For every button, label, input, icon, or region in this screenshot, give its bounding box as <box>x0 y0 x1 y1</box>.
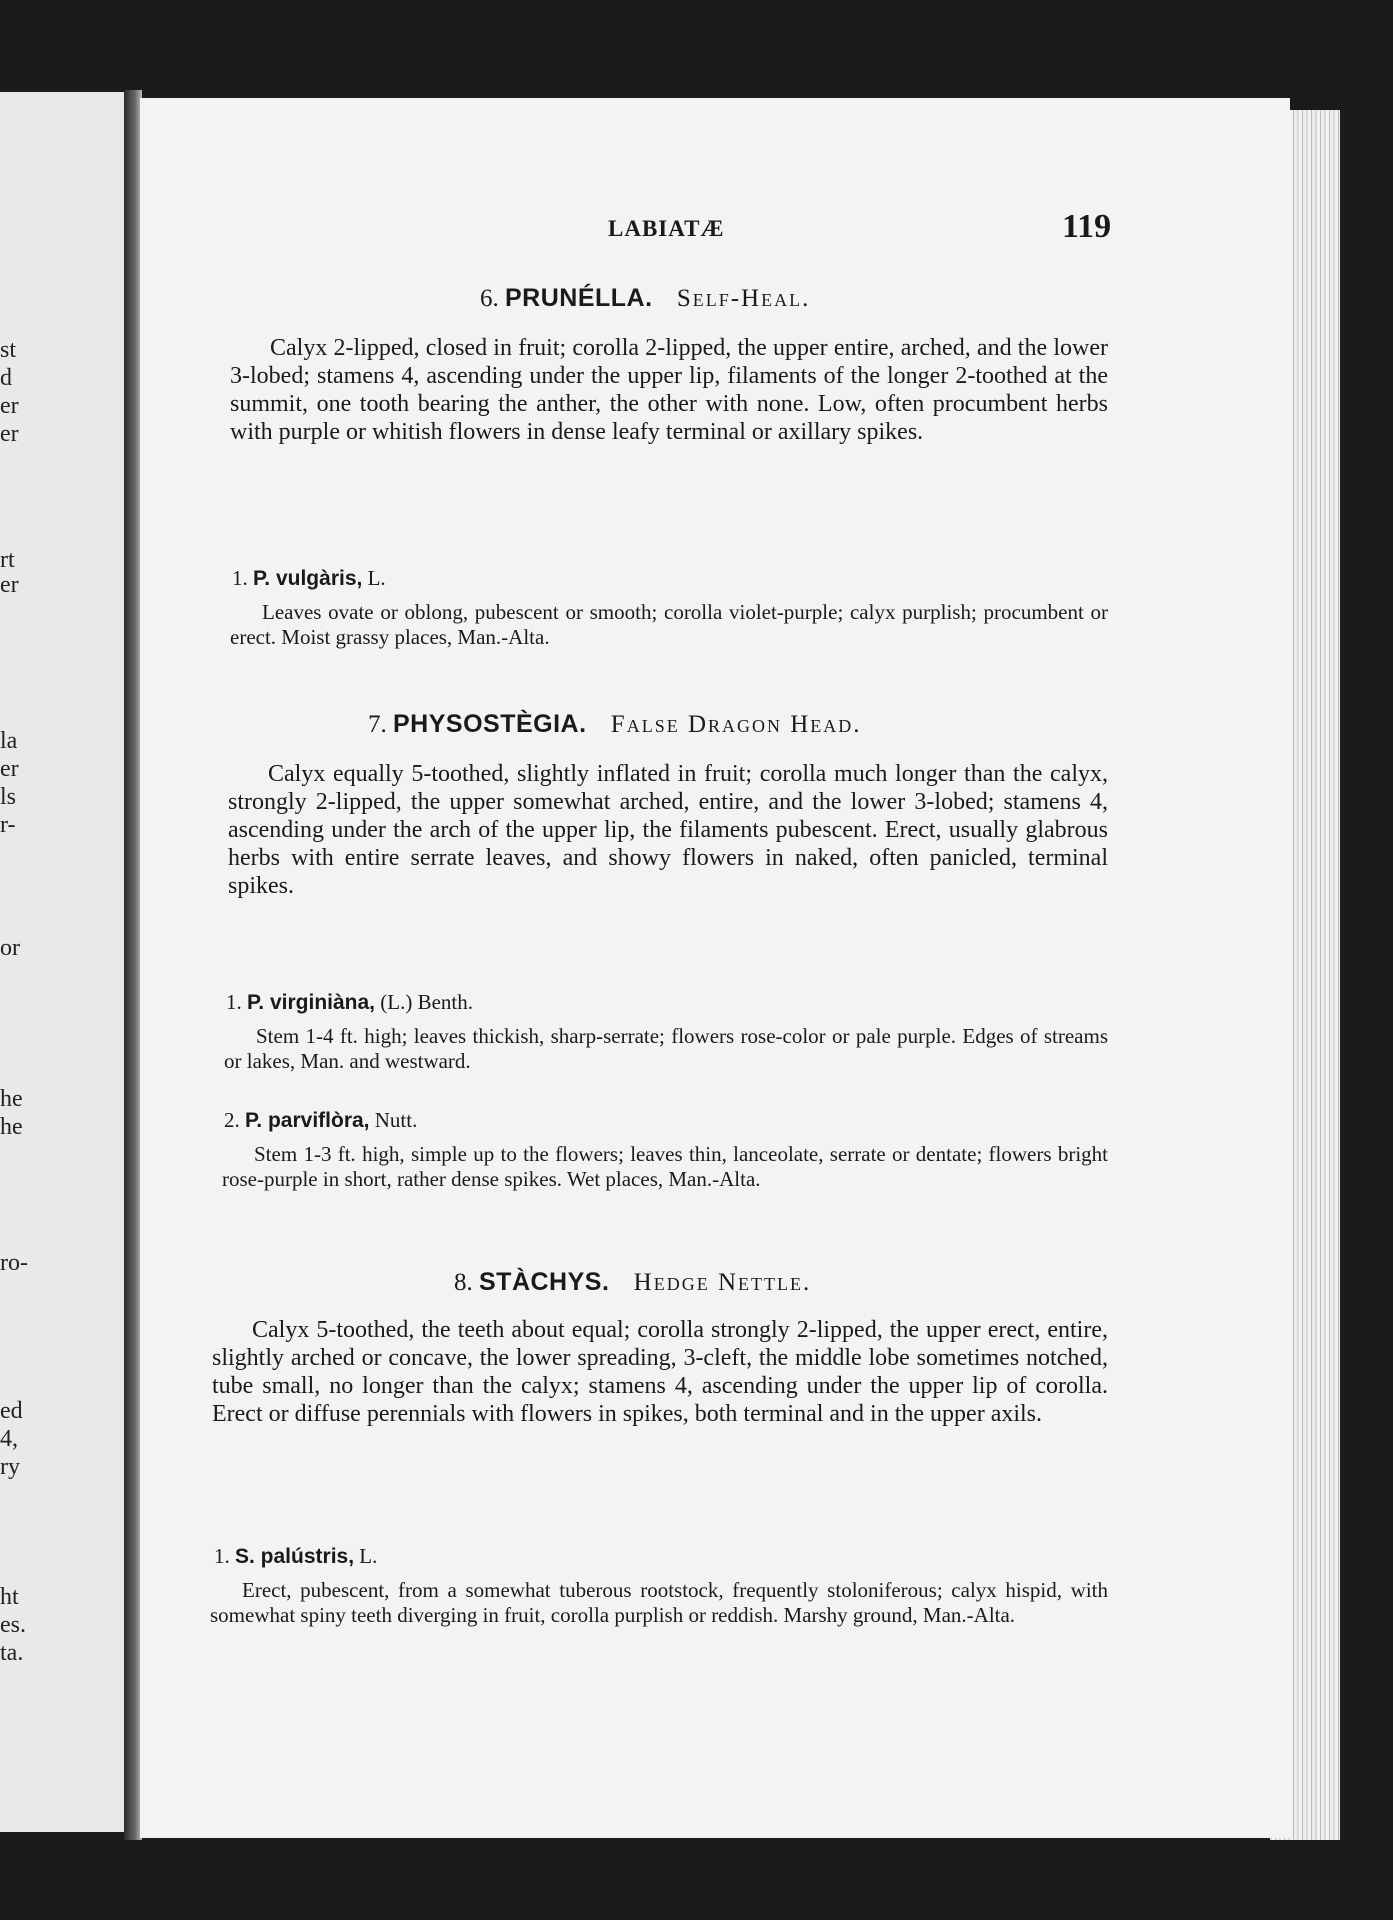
species-author: L. <box>367 566 386 590</box>
species-author: L. <box>359 1544 378 1568</box>
left-page-fragment: or <box>0 935 20 961</box>
species-author: Nutt. <box>374 1108 418 1132</box>
genus-common-name: False Dragon Head. <box>610 711 862 738</box>
species-binomial: P. virginiàna, <box>247 991 375 1014</box>
species-name <box>214 1544 377 1569</box>
book-page <box>140 98 1290 1838</box>
species-number: 2. <box>224 1108 240 1132</box>
left-page-fragment: st <box>0 337 17 363</box>
species-description: Stem 1-4 ft. high; leaves thickish, sharp-serrate; flowers rose-color or pale purple. Edges of streams or lakes, Man. and westward. <box>224 1024 1108 1073</box>
species-number: 1. <box>214 1544 230 1568</box>
left-page-fragment: er <box>0 393 19 419</box>
species-author: (L.) Benth. <box>380 990 473 1014</box>
species-name <box>224 1108 417 1133</box>
left-page-fragment: ry <box>0 1454 20 1480</box>
genus-number: 8. <box>454 1269 473 1296</box>
scan-background <box>0 1840 1393 1920</box>
left-page-fragment: he <box>0 1086 23 1112</box>
genus-description: Calyx equally 5-toothed, slightly inflated in fruit; corolla much longer than the calyx, strongly 2-lipped, the upper somewhat arched, entire, and the lower 3-lobed; stamens 4, ascending under the arch of the upper lip, the filaments pubescent. Erect, usually glabrous herbs with entire serrate leaves, and showy flowers in naked, often panicled, terminal spikes. <box>228 761 1108 899</box>
left-page-fragment: er <box>0 756 19 782</box>
species-name <box>226 990 473 1015</box>
genus-common-name: Self-Heal. <box>676 285 811 312</box>
genus-heading <box>480 284 810 313</box>
genus-heading <box>454 1268 811 1297</box>
genus-description: Calyx 5-toothed, the teeth about equal; corolla strongly 2-lipped, the upper erect, entire, slightly arched or concave, the lower spreading, 3-cleft, the middle lobe sometimes notched, tube small, no longer than the calyx; stamens 4, ascending under the upper lip of corolla. Erect or diffuse perennials with flowers in spikes, both terminal and in the upper axils. <box>212 1317 1108 1427</box>
left-page-fragment: he <box>0 1114 23 1140</box>
left-page-fragment: ed <box>0 1398 23 1424</box>
species-number: 1. <box>226 990 242 1014</box>
genus-heading <box>368 710 862 739</box>
genus-common-name: Hedge Nettle. <box>633 1269 812 1296</box>
left-page-fragment: r- <box>0 812 16 838</box>
left-page-fragment: la <box>0 728 18 754</box>
left-page-fragment: 4, <box>0 1426 18 1452</box>
left-page-fragment: ht <box>0 1584 19 1610</box>
genus-number: 6. <box>480 285 499 312</box>
left-page-fragment: ro- <box>0 1250 28 1276</box>
species-binomial: P. parviflòra, <box>245 1109 370 1132</box>
left-page-fragment: ta. <box>0 1640 24 1666</box>
left-page-fragment: d <box>0 365 12 391</box>
page-number: 119 <box>1062 208 1112 245</box>
species-binomial: P. vulgàris, <box>253 567 363 590</box>
species-binomial: S. palústris, <box>235 1545 355 1568</box>
left-page-fragment: er <box>0 421 19 447</box>
species-number: 1. <box>232 566 248 590</box>
left-page-fragment: ls <box>0 784 17 810</box>
left-page-edge <box>0 92 128 1832</box>
genus-name: PHYSOSTÈGIA. <box>393 710 587 738</box>
genus-description: Calyx 2-lipped, closed in fruit; corolla 2-lipped, the upper entire, arched, and the lower 3-lobed; stamens 4, ascending under the upper lip, filaments of the longer 2-toothed at the summit, one tooth bearing the anther, the other with none. Low, often procumbent herbs with purple or whitish flowers in dense leafy terminal or axillary spikes. <box>230 335 1108 445</box>
genus-name: STÀCHYS. <box>479 1268 610 1296</box>
genus-name: PRUNÉLLA. <box>505 284 653 312</box>
species-description: Leaves ovate or oblong, pubescent or smooth; corolla violet-purple; calyx purplish; procumbent or erect. Moist grassy places, Man.-Alta. <box>230 600 1108 649</box>
species-description: Erect, pubescent, from a somewhat tuberous rootstock, frequently stoloniferous; calyx hispid, with somewhat spiny teeth diverging in fruit, corolla purplish or reddish. Marshy ground, Man.-Alta. <box>210 1578 1108 1627</box>
species-name <box>232 566 386 591</box>
running-head: LABIATÆ <box>608 216 725 241</box>
genus-number: 7. <box>368 711 387 738</box>
left-page-fragment: rt <box>0 547 15 573</box>
left-page-fragment: er <box>0 572 19 598</box>
species-description: Stem 1-3 ft. high, simple up to the flowers; leaves thin, lanceolate, serrate or dentate; flowers bright rose-purple in short, rather dense spikes. Wet places, Man.-Alta. <box>222 1142 1108 1191</box>
left-page-fragment: es. <box>0 1612 26 1638</box>
